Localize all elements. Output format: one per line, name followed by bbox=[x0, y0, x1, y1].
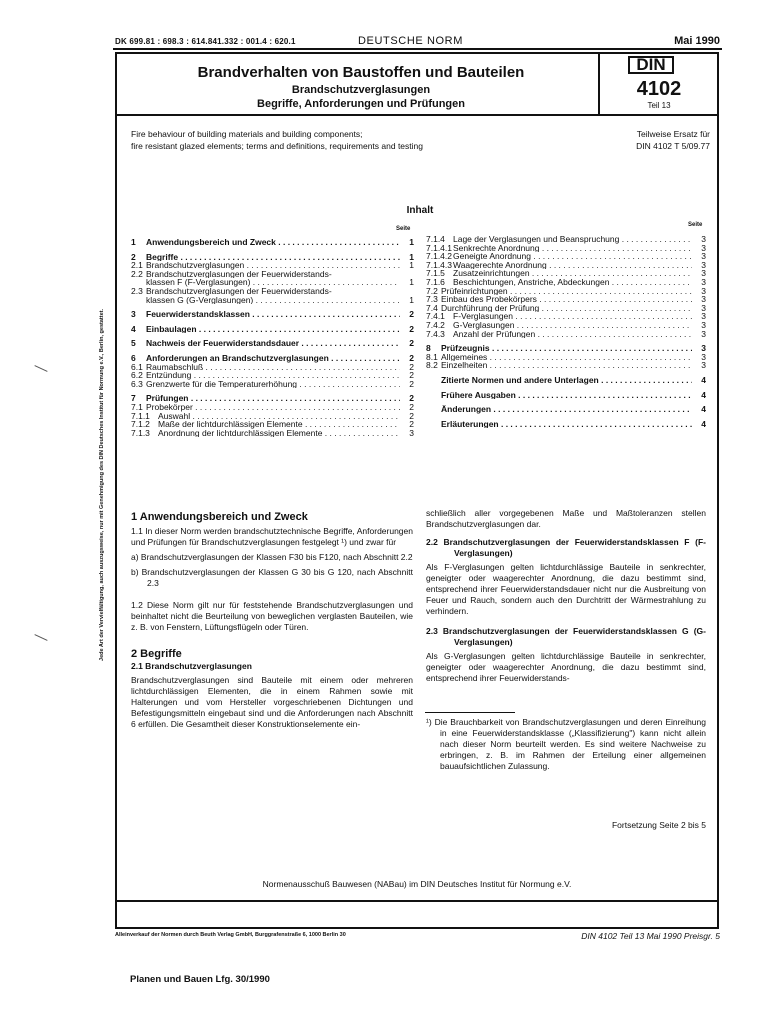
toc-entry-number: 7.1.5 bbox=[426, 268, 445, 279]
toc-heading: Inhalt bbox=[406, 205, 434, 216]
toc-entry-number: 7.1.1 bbox=[131, 410, 150, 421]
english-title bbox=[131, 128, 423, 152]
toc-right-column bbox=[426, 235, 706, 428]
toc-entry-number: 2 bbox=[131, 251, 136, 262]
toc-entry bbox=[426, 304, 706, 313]
toc-entry-title: Anzahl der Prüfungen . . . bbox=[453, 330, 692, 339]
list-item: b) Brandschutzverglasungen der Klassen G 30 bis G 120, nach Abschnitt 2.3 bbox=[131, 567, 413, 588]
toc-entry-title: Prüfungen . . . bbox=[146, 394, 400, 403]
toc-entry-number bbox=[426, 391, 441, 400]
toc-entry bbox=[131, 394, 414, 403]
toc-entry-page: 2 bbox=[409, 338, 414, 349]
toc-entry-number: 5 bbox=[131, 338, 136, 349]
subsection-heading: 2.1 Brandschutzverglasungen bbox=[131, 661, 252, 671]
toc-entry bbox=[426, 321, 706, 330]
toc-entry bbox=[131, 253, 414, 262]
toc-entry-title: Prüfeinrichtungen . . . bbox=[441, 287, 692, 296]
toc-entry-page: 4 bbox=[701, 404, 706, 415]
toc-entry bbox=[426, 278, 706, 287]
journal-reference: Planen und Bauen Lfg. 30/1990 bbox=[130, 974, 270, 985]
toc-entry-title: Brandschutzverglasungen der Feuerwiderstands- bbox=[146, 269, 332, 279]
toc-entry-title: Zitierte Normen und andere Unterlagen . . . bbox=[441, 376, 692, 385]
toc-entry-page: 2 bbox=[409, 410, 414, 421]
toc-entry-number: 8.2 bbox=[426, 360, 438, 371]
toc-entry-title: Begriffe . . . bbox=[146, 253, 400, 262]
replacement-line: DIN 4102 T 5/09.77 bbox=[636, 141, 710, 151]
toc-entry bbox=[426, 252, 706, 261]
toc-entry-page: 4 bbox=[701, 389, 706, 400]
toc-entry bbox=[426, 391, 706, 400]
toc-entry-number: 7.1 bbox=[131, 401, 143, 412]
toc-entry-page: 3 bbox=[701, 294, 706, 305]
toc-entry bbox=[426, 405, 706, 414]
toc-entry-title: Grenzwerte für die Temperaturerhöhung . . . bbox=[146, 380, 400, 389]
toc-entry bbox=[131, 325, 414, 334]
toc-entry-page: 1 bbox=[409, 260, 414, 271]
toc-entry-title: Prüfzeugnis . . . bbox=[441, 344, 692, 353]
toc-entry-number: 7.1.4.2 bbox=[426, 251, 452, 262]
toc-entry-number: 7.4 bbox=[426, 302, 438, 313]
standard-number: 4102 bbox=[636, 78, 682, 100]
issue-date: Mai 1990 bbox=[674, 35, 720, 47]
toc-entry-page: 2 bbox=[409, 401, 414, 412]
paragraph: 1.1 In dieser Norm werden brandschutztechnische Begriffe, Anforderungen und Prüfungen für Brandschutzverglasungen festgelegt ¹) und zwar für bbox=[131, 526, 413, 547]
toc-entry-page: 3 bbox=[409, 427, 414, 438]
header-rule bbox=[113, 48, 722, 50]
toc-entry-number: 7.1.4.3 bbox=[426, 259, 452, 270]
footnote-rule bbox=[425, 712, 515, 713]
toc-entry bbox=[426, 244, 706, 253]
document-subtitle-2: Begriffe, Anforderungen und Prüfungen bbox=[257, 98, 465, 110]
toc-entry-page: 3 bbox=[701, 242, 706, 253]
toc-entry-page: 1 bbox=[409, 277, 414, 288]
toc-entry bbox=[131, 310, 414, 319]
toc-entry-number bbox=[426, 405, 441, 414]
replacement-line: Teilweise Ersatz für bbox=[636, 129, 710, 139]
toc-entry-title: Anwendungsbereich und Zweck . . . bbox=[146, 238, 400, 247]
toc-entry-page: 2 bbox=[409, 370, 414, 381]
toc-entry-number: 2.2 bbox=[131, 268, 143, 279]
toc-entry bbox=[131, 429, 414, 438]
toc-entry bbox=[426, 269, 706, 278]
subsection-heading: 2.2 Brandschutzverglasungen der Feuerwiderstandsklassen F (F-Verglasungen) bbox=[426, 537, 706, 558]
toc-entry-page: 3 bbox=[701, 319, 706, 330]
toc-left-column bbox=[131, 238, 414, 437]
din-logo: DIN bbox=[628, 56, 674, 74]
toc-entry-number: 7.1.4 bbox=[426, 234, 445, 244]
toc-entry-page: 3 bbox=[701, 302, 706, 313]
toc-entry bbox=[131, 287, 414, 296]
toc-entry-number: 6.1 bbox=[131, 361, 143, 372]
toc-entry-number: 7 bbox=[131, 393, 136, 404]
toc-entry-page: 3 bbox=[701, 268, 706, 279]
paragraph: Als G-Verglasungen gelten lichtdurchlässige Bauteile in senkrechter, geneigter oder waagerechter Anordnung, die dazu bestimmt sind, entsprechend ihrer Feuerwiderstands- bbox=[426, 651, 706, 683]
toc-entry-number: 8 bbox=[426, 343, 431, 354]
toc-entry-page: 3 bbox=[701, 351, 706, 362]
toc-entry bbox=[131, 371, 414, 380]
toc-entry bbox=[426, 312, 706, 321]
toc-entry bbox=[426, 361, 706, 370]
toc-entry bbox=[426, 261, 706, 270]
toc-entry-page: 3 bbox=[701, 360, 706, 371]
margin-mark bbox=[34, 634, 47, 641]
toc-entry bbox=[131, 238, 414, 247]
toc-entry-number: 2.3 bbox=[131, 285, 143, 296]
toc-entry-title: Lage der Verglasungen und Beanspruchung . . . bbox=[453, 235, 692, 244]
toc-entry-title: Brandschutzverglasungen . . . bbox=[146, 261, 400, 270]
toc-entry-page: 1 bbox=[409, 294, 414, 305]
section-heading: 1 Anwendungsbereich und Zweck bbox=[131, 511, 308, 523]
toc-entry-title: G-Verglasungen . . . bbox=[453, 321, 692, 330]
bottom-rule bbox=[115, 900, 719, 902]
toc-entry-title: Brandschutzverglasungen der Feuerwiderstands- bbox=[146, 286, 332, 296]
sales-note: Alleinverkauf der Normen durch Beuth Verlag GmbH, Burggrafenstraße 6, 1000 Berlin 30 bbox=[115, 932, 346, 938]
toc-entry-title: Einzelheiten . . . bbox=[441, 361, 692, 370]
section-heading: 2 Begriffe bbox=[131, 648, 182, 660]
toc-entry-number: 6.2 bbox=[131, 370, 143, 381]
footnote: ¹) Die Brauchbarkeit von Brandschutzverglasungen und deren Einreihung in eine Feuerwiderstandsklasse („Klassifizierung") kann nicht allein nach dieser Norm beurteilt werden. Es sind weitere Nachweise zu erbringen, z. B. im Rahmen der Erteilung einer allgemeinen bauaufsichtlichen Zulassung. bbox=[426, 717, 706, 771]
toc-entry bbox=[131, 420, 414, 429]
toc-entry-number: 3 bbox=[131, 309, 136, 320]
margin-mark bbox=[34, 365, 47, 372]
toc-entry-title: Feuerwiderstandsklassen . . . bbox=[146, 310, 400, 319]
toc-entry-title: klassen F (F-Verglasungen) . . . bbox=[146, 278, 400, 287]
toc-entry bbox=[426, 344, 706, 353]
toc-entry-page: 3 bbox=[701, 234, 706, 244]
toc-entry-page: 4 bbox=[701, 418, 706, 429]
toc-entry-page: 2 bbox=[409, 352, 414, 363]
toc-entry bbox=[131, 403, 414, 412]
toc-entry bbox=[426, 295, 706, 304]
english-title-line: Fire behaviour of building materials and building components; bbox=[131, 129, 363, 139]
toc-entry-title: F-Verglasungen . . . bbox=[453, 312, 692, 321]
toc-entry-page: 2 bbox=[409, 361, 414, 372]
toc-entry-title: Änderungen . . . bbox=[441, 405, 692, 414]
toc-entry bbox=[426, 287, 706, 296]
body-right-column bbox=[426, 508, 706, 684]
toc-entry-title: Geneigte Anordnung . . . bbox=[453, 252, 692, 261]
toc-entry-number bbox=[131, 296, 146, 305]
toc-entry bbox=[131, 270, 414, 279]
document-title: Brandverhalten von Baustoffen und Bauteilen bbox=[197, 64, 525, 81]
list-item: a) Brandschutzverglasungen der Klassen F30 bis F120, nach Abschnitt 2.2 bbox=[131, 552, 413, 562]
paragraph: schließlich aller vorgegebenen Maße und Maßtoleranzen stellen Brandschutzverglasungen dar. bbox=[426, 508, 706, 529]
toc-entry-page: 2 bbox=[409, 393, 414, 404]
toc-entry bbox=[131, 363, 414, 372]
standard-part: Teil 13 bbox=[647, 101, 671, 110]
toc-entry-title: Erläuterungen . . . bbox=[441, 420, 692, 429]
toc-entry-number: 2.1 bbox=[131, 260, 143, 271]
toc-entry-number: 7.2 bbox=[426, 285, 438, 296]
document-subtitle: Brandschutzverglasungen bbox=[291, 84, 431, 96]
toc-entry bbox=[131, 339, 414, 348]
toc-entry bbox=[426, 235, 706, 244]
toc-entry-page: 1 bbox=[409, 237, 414, 247]
toc-entry bbox=[131, 278, 414, 287]
subsection-heading: 2.3 Brandschutzverglasungen der Feuerwiderstandsklassen G (G-Verglasungen) bbox=[426, 626, 706, 647]
toc-entry bbox=[131, 412, 414, 421]
toc-entry-page: 2 bbox=[409, 323, 414, 334]
toc-entry-number: 7.4.3 bbox=[426, 328, 445, 339]
toc-entry-number: 7.3 bbox=[426, 294, 438, 305]
toc-page-label: Seite bbox=[396, 226, 411, 232]
toc-entry-page: 3 bbox=[701, 343, 706, 354]
toc-entry-page: 4 bbox=[701, 374, 706, 385]
toc-entry bbox=[131, 261, 414, 270]
toc-entry-number bbox=[426, 420, 441, 429]
page-frame bbox=[115, 52, 719, 929]
toc-entry-number: 7.4.2 bbox=[426, 319, 445, 330]
toc-entry-title: Waagerechte Anordnung . . . bbox=[453, 261, 692, 270]
toc-entry-page: 2 bbox=[409, 378, 414, 389]
toc-entry-title: Einbau des Probekörpers . . . bbox=[441, 295, 692, 304]
english-title-line: fire resistant glazed elements; terms and definitions, requirements and testing bbox=[131, 141, 423, 151]
continued-note: Fortsetzung Seite 2 bis 5 bbox=[611, 820, 706, 830]
toc-entry-number: 7.1.4.1 bbox=[426, 242, 452, 253]
norm-label: DEUTSCHE NORM bbox=[358, 35, 463, 47]
paragraph: 1.2 Diese Norm gilt nur für feststehende Brandschutzverglasungen und beinhaltet nicht die Beurteilung von beweglichen verglasten Bauteilen, wie z. B. von Fenstern, Lüftungsflügeln oder Türen. bbox=[131, 600, 413, 632]
toc-entry-page: 3 bbox=[701, 259, 706, 270]
toc-entry-title: Frühere Ausgaben . . . bbox=[441, 391, 692, 400]
committee-line: Normenausschuß Bauwesen (NABau) im DIN Deutsches Institut für Normung e.V. bbox=[262, 879, 572, 889]
toc-entry bbox=[426, 330, 706, 339]
toc-entry-number: 1 bbox=[131, 237, 136, 247]
toc-entry-title: Durchführung der Prüfung . . . bbox=[441, 304, 692, 313]
toc-entry-title: Raumabschluß . . . bbox=[146, 363, 400, 372]
toc-entry-number: 6.3 bbox=[131, 378, 143, 389]
toc-entry-title: Probekörper . . . bbox=[146, 403, 400, 412]
toc-entry-title: Nachweis der Feuerwiderstandsdauer . . . bbox=[146, 339, 400, 348]
toc-entry bbox=[426, 353, 706, 362]
toc-entry-number: 8.1 bbox=[426, 351, 438, 362]
toc-entry-title: Entzündung . . . bbox=[146, 371, 400, 380]
dk-classification: DK 699.81 : 698.3 : 614.841.332 : 001.4 : 620.1 bbox=[115, 37, 296, 46]
toc-entry-title: Senkrechte Anordnung . . . bbox=[453, 244, 692, 253]
toc-entry-number: 6 bbox=[131, 352, 136, 363]
copyright-text: Jede Art der Vervielfältigung, auch auszugsweise, nur mit Genehmigung des DIN Deutsches Institut für Normung e.V., Berlin, gestattet. bbox=[99, 309, 105, 661]
toc-entry bbox=[426, 420, 706, 429]
footer-reference: DIN 4102 Teil 13 Mai 1990 Preisgr. 5 bbox=[581, 931, 720, 941]
toc-entry-number: 4 bbox=[131, 323, 136, 334]
paragraph: Brandschutzverglasungen sind Bauteile mit einem oder mehreren lichtdurchlässigen Elementen, die in einem Rahmen sowie mit Halterungen und vom Hersteller vorgeschriebenen Dichtungen und Befestigungsmitteln eingebaut sind und die Anforderungen nach Abschnitt 6 erfüllen. Die Gesamtheit dieser Konstruktionselemente ein- bbox=[131, 675, 413, 729]
toc-entry bbox=[131, 296, 414, 305]
toc-entry-page: 1 bbox=[409, 251, 414, 262]
toc-entry-number: 7.4.1 bbox=[426, 311, 445, 322]
toc-entry-title: Maße der lichtdurchlässigen Elemente . . . bbox=[158, 420, 400, 429]
copyright-side-note bbox=[88, 250, 105, 730]
toc-entry-title: Einbaulagen . . . bbox=[146, 325, 400, 334]
toc-entry-page: 3 bbox=[701, 276, 706, 287]
toc-entry-number: 7.1.2 bbox=[131, 419, 150, 430]
paragraph: Als F-Verglasungen gelten lichtdurchlässige Bauteile in senkrechter, geneigter oder waagerechter Anordnung, die dazu bestimmt sind, entsprechend ihrer Feuerwiderstandsdauer nicht nur die Ausbreitung von Feuer und Rauch, sondern auch den Durchtritt der Wärmestrahlung zu verhindern. bbox=[426, 562, 706, 616]
toc-entry-title: Allgemeines . . . bbox=[441, 353, 692, 362]
toc-entry-number: 7.1.3 bbox=[131, 427, 150, 438]
toc-entry-page: 3 bbox=[701, 311, 706, 322]
toc-entry-page: 3 bbox=[701, 328, 706, 339]
toc-entry-title: Beschichtungen, Anstriche, Abdeckungen . . . bbox=[453, 278, 692, 287]
toc-entry-number bbox=[426, 376, 441, 385]
replacement-note bbox=[600, 128, 710, 152]
toc-entry-title: klassen G (G-Verglasungen) . . . bbox=[146, 296, 400, 305]
toc-entry-page: 3 bbox=[701, 251, 706, 262]
toc-entry-page: 2 bbox=[409, 419, 414, 430]
toc-entry-page: 3 bbox=[701, 285, 706, 296]
toc-entry bbox=[131, 354, 414, 363]
toc-entry bbox=[131, 380, 414, 389]
toc-entry-title: Anforderungen an Brandschutzverglasungen . . . bbox=[146, 354, 400, 363]
toc-entry-title: Zusatzeinrichtungen . . . bbox=[453, 269, 692, 278]
toc-entry-title: Anordnung der lichtdurchlässigen Elemente . . . bbox=[158, 429, 400, 438]
toc-entry-page: 2 bbox=[409, 309, 414, 320]
toc-entry-title: Auswahl . . . bbox=[158, 412, 400, 421]
body-left-column bbox=[131, 512, 413, 730]
toc-entry-number: 7.1.6 bbox=[426, 276, 445, 287]
toc-entry bbox=[426, 376, 706, 385]
toc-page-label: Seite bbox=[688, 222, 703, 228]
